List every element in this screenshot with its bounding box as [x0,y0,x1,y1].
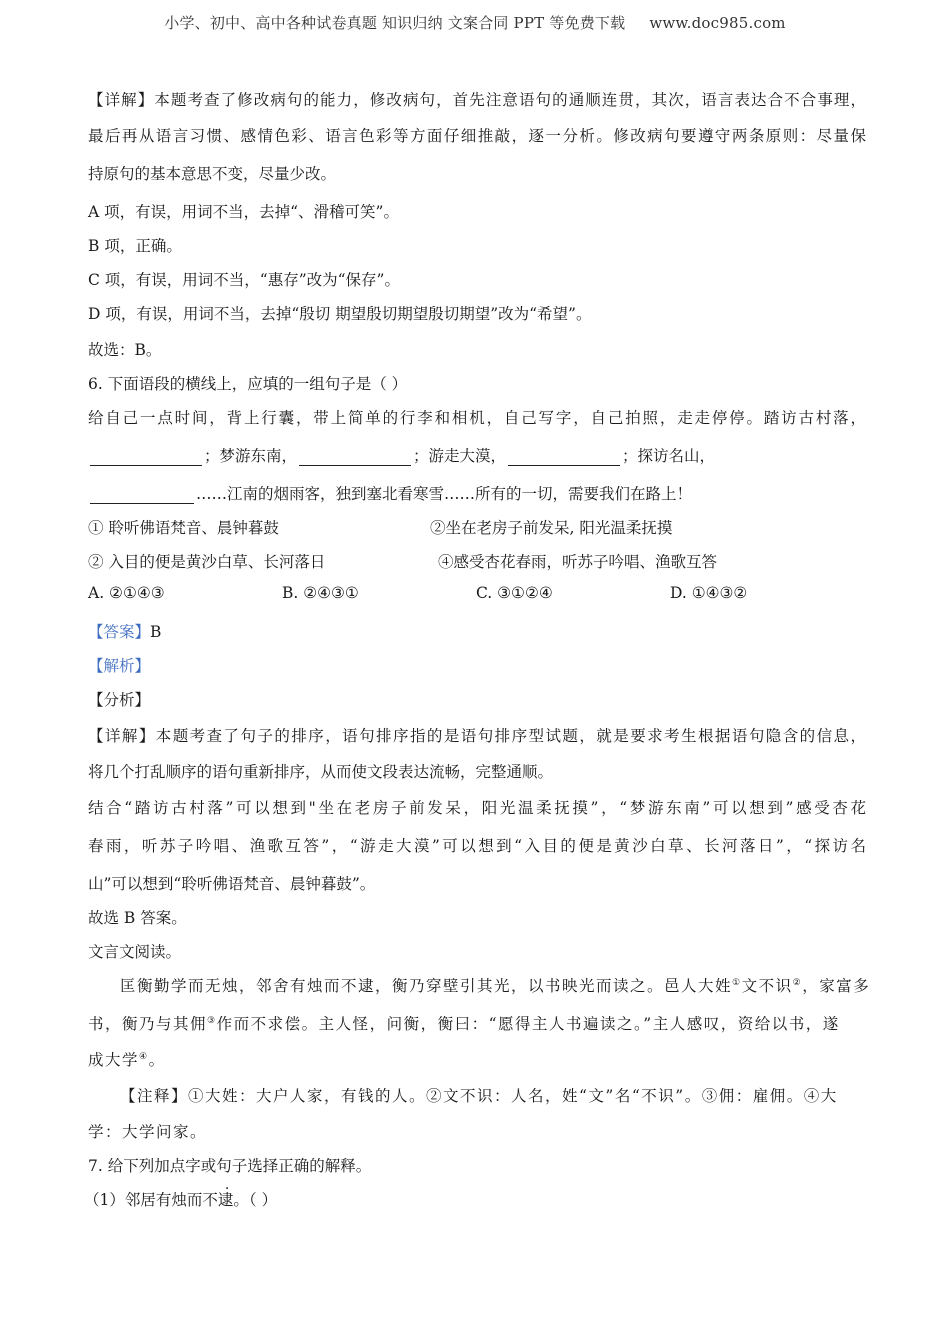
q5-detail-line: 最后再从语言习惯、感情色彩、语言色彩等方面仔细推敲，逐一分析。修改病句要遵守两条原则：尽量保 [88,127,866,145]
q6-sentence-1: ① 聆听佛语梵音、晨钟暮鼓 [88,519,279,537]
answer-blank[interactable] [508,449,620,466]
header-url[interactable]: www.doc985.com [649,14,786,32]
fenxi-tag: 【分析】 [88,691,151,709]
option-d[interactable]: D. ①④③② [670,584,748,602]
q7-subquestion-1: （1）邻居有烛而不逮。（ ） [84,1191,278,1209]
q5-detail-line: 持原句的基本意思不变，尽量少改。 [88,165,337,183]
option-c[interactable]: C. ③①②④ [476,584,553,602]
q5-choice: 故选：B。 [88,341,162,359]
q6-passage-line: ；梦游东南， ；游走大漠， ；探访名山， [88,444,715,466]
option-b[interactable]: B. ②④③① [282,584,359,602]
q6-detail-line: 【详解】本题考查了句子的排序，语句排序指的是语句排序型试题，就是要求考生根据语句隐含的信息， [88,727,866,745]
q5-analysis-b: B 项，正确。 [88,237,182,255]
q5-analysis-d: D 项，有误，用词不当，去掉“殷切 期望殷切期望殷切期望”改为“希望”。 [88,305,592,323]
classical-text-line: 书，衡乃与其佣③作而不求偿。主人怪，问衡，衡曰：“愿得主人书遍读之。”主人感叹，资给以书，遂 [88,1015,840,1033]
q6-detail-line: 结合“踏访古村落”可以想到"坐在老房子前发呆，阳光温柔抚摸”，“梦游东南”可以想到”感受杏花 [88,799,866,817]
emphasis-dot-char: 逮 [217,1191,234,1209]
answer-value: B [150,623,162,641]
answer-tag: 【答案】 [88,623,151,641]
option-a[interactable]: A. ②①④③ [88,584,165,602]
q6-sentence-4: ④感受杏花春雨，听苏子吟唱、渔歌互答 [438,553,718,571]
q6-sentence-2: ②坐在老房子前发呆, 阳光温柔抚摸 [430,519,673,537]
answer-line [88,620,161,642]
q6-detail-line: 将几个打乱顺序的语句重新排序，从而使文段表达流畅，完整通顺。 [88,763,554,781]
answer-blank[interactable] [90,487,194,504]
annotation-line: 【注释】①大姓：大户人家，有钱的人。②文不识：人名，姓“文”名“不识”。③佣：雇佣。④大 [120,1087,838,1105]
classical-text-line: 成大学④。 [88,1051,166,1069]
q6-passage-line: 给自己一点时间，背上行囊，带上简单的行李和相机，自己写字，自己拍照，走走停停。踏访古村落， [88,409,866,427]
answer-blank[interactable] [299,449,411,466]
section-heading: 文言文阅读。 [88,943,182,961]
classical-text-line: 匡衡勤学而无烛，邻舍有烛而不逮，衡乃穿壁引其光，以书映光而读之。邑人大姓①文不识②，家富多 [120,977,871,995]
q7-stem: 7. 给下列加点字或句子选择正确的解释。 [88,1157,372,1175]
q6-passage-line: ……江南的烟雨客，独到塞北看寒雪……所有的一切，需要我们在路上！ [88,482,692,504]
answer-blank[interactable] [90,449,202,466]
annotation-line: 学：大学问家。 [88,1123,208,1141]
q6-sentence-3: ② 入目的便是黄沙白草、长河落日 [88,553,326,571]
header-title: 小学、初中、高中各种试卷真题 知识归纳 文案合同 PPT 等免费下载 [164,14,626,32]
page-header [0,12,950,33]
q6-detail-line: 山”可以想到“聆听佛语梵音、晨钟暮鼓”。 [88,875,376,893]
q5-analysis-a: A 项，有误，用词不当，去掉“、滑稽可笑”。 [88,203,399,221]
q6-detail-line: 春雨，听苏子吟唱、渔歌互答”，“游走大漠”可以想到“入目的便是黄沙白草、长河落日”，“探访名 [88,837,866,855]
q5-analysis-c: C 项，有误，用词不当，“惠存”改为“保存”。 [88,271,400,289]
analysis-tag: 【解析】 [88,657,151,675]
q5-detail-line: 【详解】本题考查了修改病句的能力，修改病句，首先注意语句的通顺连贯，其次，语言表达合不合事理， [88,91,866,109]
q6-stem: 6. 下面语段的横线上，应填的一组句子是（ ） [88,375,408,393]
q6-choice: 故选 B 答案。 [88,909,187,927]
